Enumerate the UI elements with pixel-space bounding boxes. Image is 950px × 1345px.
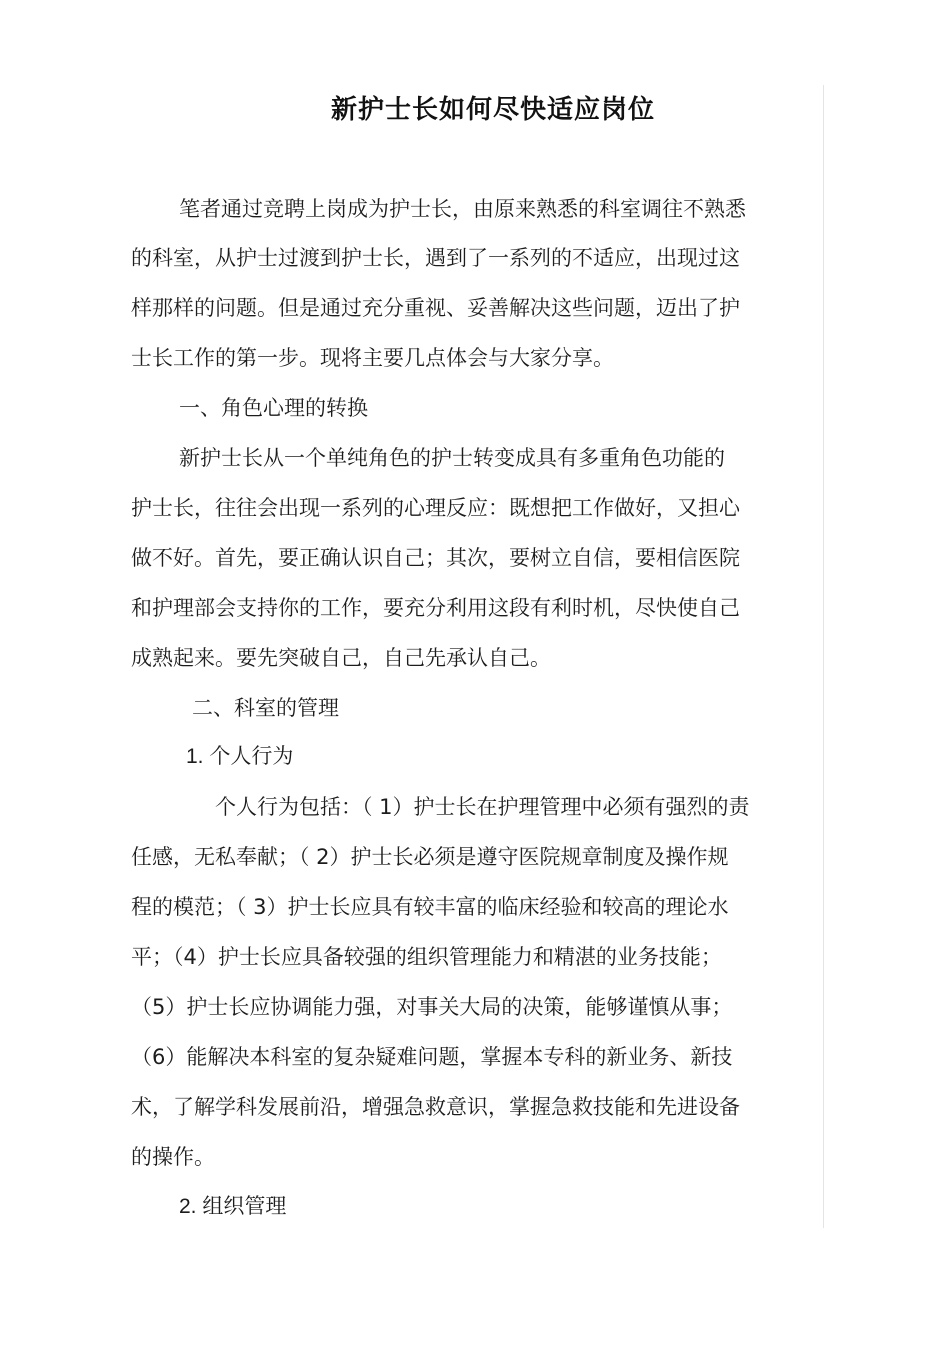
paragraph-line: 样那样的问题。但是通过充分重视、妥善解决这些问题，迈出了护 <box>131 296 740 320</box>
document-title: 新护士长如何尽快适应岗位 <box>330 95 655 125</box>
paragraph-line: （6）能解决本科室的复杂疑难问题，掌握本专科的新业务、新技 <box>131 1045 733 1069</box>
paragraph-line: 平；（4）护士长应具备较强的组织管理能力和精湛的业务技能； <box>131 945 722 969</box>
paragraph-line: 护士长，往往会出现一系列的心理反应：既想把工作做好，又担心 <box>131 496 740 520</box>
paragraph-line: （5）护士长应协调能力强，对事关大局的决策，能够谨慎从事； <box>131 995 733 1019</box>
section-heading: 一、角色心理的转换 <box>179 396 368 420</box>
paragraph-line: 做不好。首先，要正确认识自己；其次，要树立自信，要相信医院 <box>131 546 740 570</box>
paragraph-line: 程的模范；（ 3）护士长应具有较丰富的临床经验和较高的理论水 <box>131 895 729 919</box>
subsection-heading: 1. 个人行为 <box>186 745 294 768</box>
paragraph-line: 的操作。 <box>131 1145 215 1169</box>
paragraph-line: 新护士长从一个单纯角色的护士转变成具有多重角色功能的 <box>179 446 725 470</box>
paragraph-line: 成熟起来。要先突破自己，自己先承认自己。 <box>131 646 551 670</box>
subsection-heading: 2. 组织管理 <box>179 1195 287 1218</box>
paragraph-line: 术，了解学科发展前沿，增强急救意识，掌握急救技能和先进设备 <box>131 1095 740 1119</box>
paragraph-line: 个人行为包括：（ 1）护士长在护理管理中必须有强烈的责 <box>215 795 750 819</box>
paragraph-line: 和护理部会支持你的工作，要充分利用这段有利时机，尽快使自己 <box>131 596 740 620</box>
section-heading: 二、科室的管理 <box>192 696 339 720</box>
paragraph-line: 笔者通过竞聘上岗成为护士长，由原来熟悉的科室调往不熟悉 <box>179 197 746 221</box>
paragraph-line: 任感，无私奉献；（ 2）护士长必须是遵守医院规章制度及操作规 <box>131 845 729 869</box>
page-edge-divider <box>823 85 824 1228</box>
paragraph-line: 士长工作的第一步。现将主要几点体会与大家分享。 <box>131 346 614 370</box>
paragraph-line: 的科室，从护士过渡到护士长，遇到了一系列的不适应，出现过这 <box>131 246 740 270</box>
